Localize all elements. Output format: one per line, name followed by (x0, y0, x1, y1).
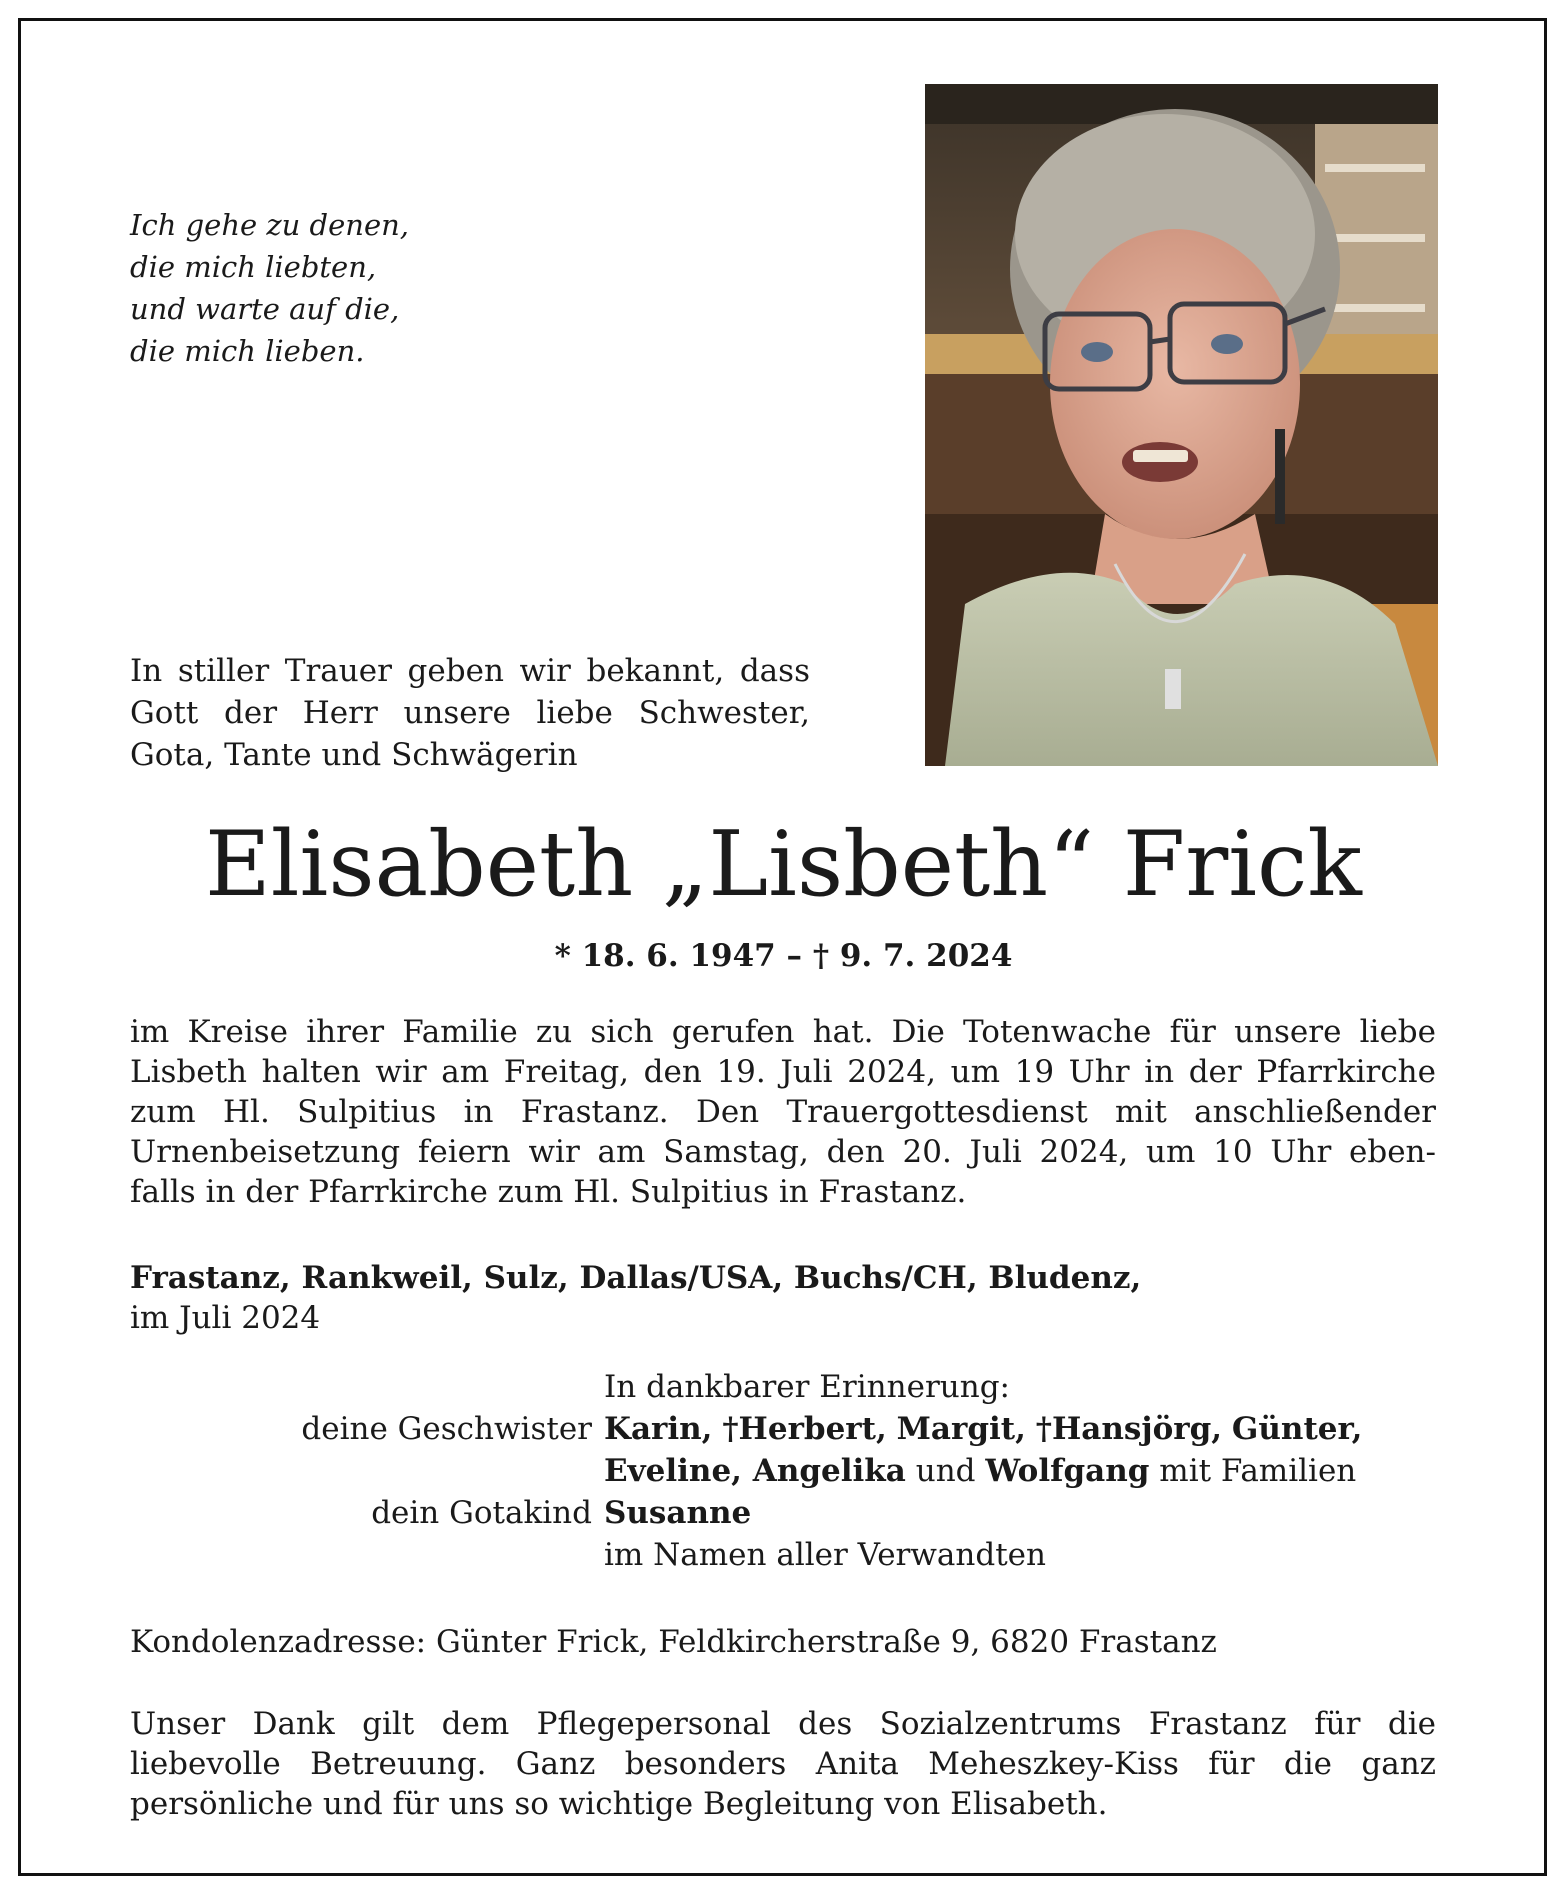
intro-text (130, 650, 810, 776)
announcement-line: falls in der Pfarrkirche zum Hl. Sulpitius in Frastanz. (130, 1174, 967, 1210)
deceased-name: Elisabeth „Lisbeth“ Frick (205, 812, 1362, 917)
relatives-text: im Namen aller Verwandten (604, 1537, 1046, 1573)
poem-line: und warte auf die, (130, 292, 400, 326)
godchild-row (130, 1492, 1436, 1534)
godchild-name: Susanne (604, 1495, 752, 1531)
places-block (130, 1258, 1330, 1338)
family-block (130, 1366, 1436, 1576)
life-dates: * 18. 6. 1947 – † 9. 7. 2024 (554, 938, 1013, 974)
godchild-label: dein Gotakind (371, 1495, 592, 1531)
sibling-name: †Hansjörg, (1035, 1411, 1223, 1447)
sibling-name: Eveline, Angelika (604, 1453, 906, 1489)
family-heading: In dankbarer Erinnerung: (604, 1369, 1010, 1405)
thanks-line: Unser Dank gilt dem Pflegepersonal des Sozialzentrums Frastanz für die (130, 1706, 1436, 1742)
conjunction: und (915, 1453, 976, 1489)
sibling-name: †Herbert, (722, 1411, 887, 1447)
sibling-name: Karin, (604, 1411, 713, 1447)
poem-line: die mich lieben. (130, 334, 365, 368)
siblings-row-2 (130, 1450, 1436, 1492)
siblings-suffix: mit Familien (1159, 1453, 1357, 1489)
announcement-line: im Kreise ihrer Familie zu sich gerufen hat. Die Totenwache für unsere liebe (130, 1014, 1436, 1050)
portrait-photo (925, 84, 1438, 766)
place-list: Frastanz, Rankweil, Sulz, Dallas/USA, Buchs/CH, Bludenz, (130, 1260, 1142, 1296)
poem-line: Ich gehe zu denen, (130, 208, 410, 242)
portrait-photo-icon (925, 84, 1438, 766)
sibling-name: Wolfgang (985, 1453, 1150, 1489)
announcement-line: Urnenbeisetzung feiern wir am Samstag, den 20. Juli 2024, um 10 Uhr eben- (130, 1134, 1436, 1170)
poem (130, 204, 690, 372)
place-date: im Juli 2024 (130, 1300, 321, 1336)
thanks-text (130, 1704, 1436, 1824)
thanks-line: persönliche und für uns so wichtige Begleitung von Elisabeth. (130, 1786, 1108, 1822)
sibling-name: Margit, (896, 1411, 1026, 1447)
relatives-row (130, 1534, 1436, 1576)
intro-line: In stiller Trauer geben wir bekannt, dass (130, 653, 810, 689)
thanks-line: liebevolle Betreuung. Ganz besonders Anita Meheszkey-Kiss für die ganz (130, 1746, 1436, 1782)
siblings-row (130, 1408, 1436, 1450)
family-heading-row (130, 1366, 1436, 1408)
siblings-label: deine Geschwister (301, 1411, 592, 1447)
intro-line: Gott der Herr unsere liebe Schwester, (130, 695, 810, 731)
condolence-address: Kondolenzadresse: Günter Frick, Feldkircherstraße 9, 6820 Frastanz (130, 1624, 1217, 1660)
announcement-line: zum Hl. Sulpitius in Frastanz. Den Trauergottesdienst mit anschließender (130, 1094, 1436, 1130)
poem-line: die mich liebten, (130, 250, 377, 284)
intro-line: Gota, Tante und Schwägerin (130, 737, 578, 773)
sibling-name: Günter, (1231, 1411, 1363, 1447)
announcement-line: Lisbeth halten wir am Freitag, den 19. Juli 2024, um 19 Uhr in der Pfarrkirche (130, 1054, 1436, 1090)
announcement-text (130, 1012, 1436, 1212)
